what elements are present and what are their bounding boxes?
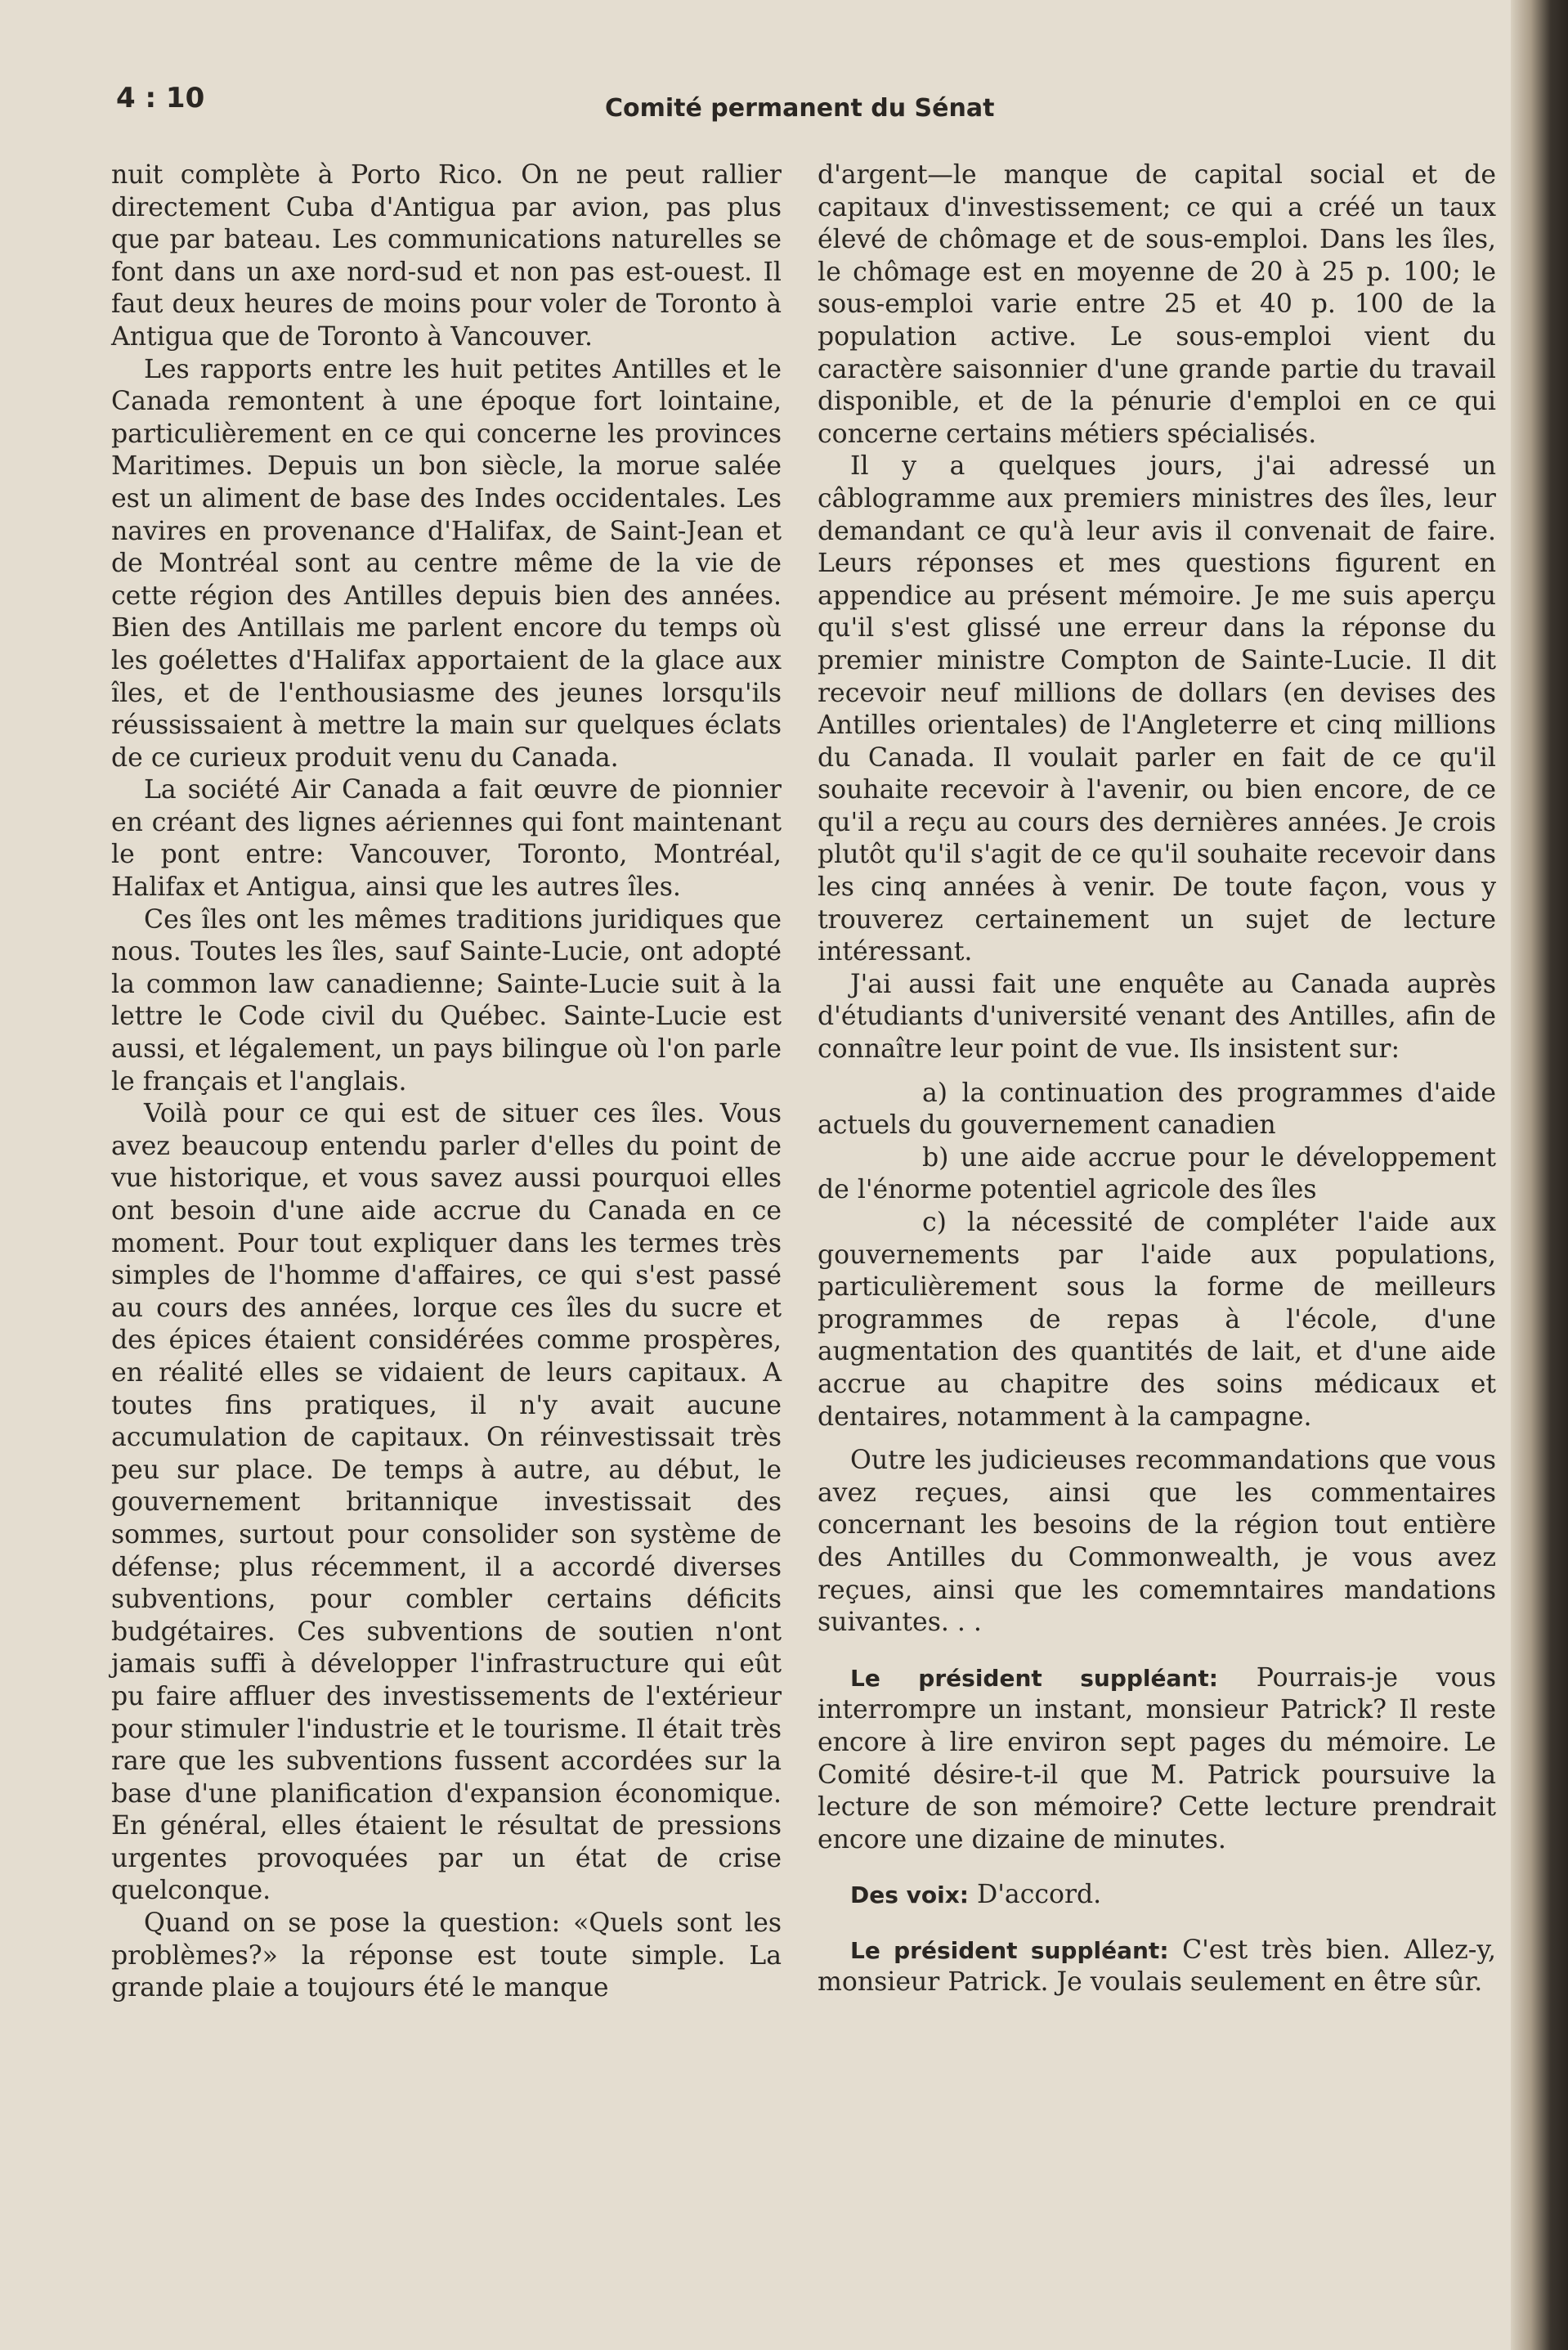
list-item: b) une aide accrue pour le développement de l'énorme potentiel agricole des îles <box>818 1142 1496 1205</box>
speaker-name: Le président suppléant: <box>850 1936 1169 1964</box>
paragraph: Quand on se pose la question: «Quels sont les problèmes?» la réponse est toute simple. La grande plaie a toujours été le manque <box>111 1908 782 2003</box>
paragraph: d'argent—le manque de capital social et de capitaux d'investissement; ce qui a créé un taux élevé de chômage et de sous-emploi. Dans les îles, le chômage est en moyenne de 20 à 25 p. 100; le sous-emploi varie entre 25 et 40 p. 100 de la population active. Le sous-emploi vient du caractère saisonnier d'une grande partie du travail disponible, et de la pénurie d'emploi en ce qui concerne certains métiers spécialisés. <box>818 160 1496 449</box>
paragraph: J'ai aussi fait une enquête au Canada auprès d'étudiants d'université venant des Antilles, afin de connaître leur point de vue. Ils insistent sur: <box>818 969 1496 1065</box>
paragraph: La société Air Canada a fait œuvre de pionnier en créant des lignes aériennes qui font maintenant le pont entre: Vancouver, Toronto, Montréal, Halifax et Antigua, ainsi que les autres îles. <box>111 775 782 903</box>
speech <box>818 1662 1496 1857</box>
running-title: Comité permanent du Sénat <box>605 94 995 123</box>
speech <box>818 1935 1496 1999</box>
speech-text: Pourrais-je vous interrompre un instant, monsieur Patrick? Il reste encore à lire environ sept pages du mémoire. Le Comité désire-t-il que M. Patrick poursuive la lecture de son mémoire? Cette lecture prendrait encore une dizaine de minutes. <box>818 1662 1497 1854</box>
paragraph: Les rapports entre les huit petites Antilles et le Canada remontent à une époque fort lointaine, particulièrement en ce qui concerne les provinces Maritimes. Depuis un bon siècle, la morue salée est un aliment de base des Indes occidentales. Les navires en provenance d'Halifax, de Saint-Jean et de Montréal sont au centre même de la vie de cette région des Antilles depuis bien des années. Bien des Antillais me parlent encore du temps où les goélettes d'Halifax apportaient de la glace aux îles, et de l'enthousiasme des jeunes lorsqu'ils réussissaient à mettre la main sur quelques éclats de ce curieux produit venu du Canada. <box>111 354 782 773</box>
paragraph: Voilà pour ce qui est de situer ces îles. Vous avez beaucoup entendu parler d'elles du point de vue historique, et vous savez aussi pourquoi elles ont besoin d'une aide accrue du Canada en ce moment. Pour tout expliquer dans les termes très simples de l'homme d'affaires, ce qui s'est passé au cours des années, lorque ces îles du sucre et des épices étaient considérées comme prospères, en réalité elles se vidaient de leurs capitaux. A toutes fins pratiques, il n'y avait aucune accumulation de capitaux. On réinvestissait très peu sur place. De temps à autre, au début, le gouvernement britannique investissait des sommes, surtout pour consolider son système de défense; plus récemment, il a accordé diverses subventions, pour combler certains déficits budgétaires. Ces subventions de soutien n'ont jamais suffi à développer l'infrastructure qui eût pu faire affluer des investissements de l'extérieur pour stimuler l'industrie et le tourisme. Il était très rare que les subventions fussent accordées sur la base d'une planification d'expansion économique. En général, elles étaient le résultat de pressions urgentes provoquées par un état de crise quelconque. <box>111 1099 782 1906</box>
speech-text: C'est très bien. Allez-y, monsieur Patrick. Je voulais seulement en être sûr. <box>818 1935 1497 1998</box>
speaker-name: Le président suppléant: <box>850 1664 1218 1692</box>
list-item: a) la continuation des programmes d'aide actuels du gouvernement canadien <box>818 1078 1496 1141</box>
book-binding-shadow <box>1511 0 1568 2350</box>
right-column <box>818 159 1496 1999</box>
paragraph: nuit complète à Porto Rico. On ne peut rallier directement Cuba d'Antigua par avion, pas plus que par bateau. Les communications naturelles se font dans un axe nord-sud et non pas est-ouest. Il faut deux heures de moins pour voler de Toronto à Antigua que de Toronto à Vancouver. <box>111 160 782 352</box>
speaker-name: Des voix: <box>850 1881 969 1909</box>
speech-text: D'accord. <box>977 1880 1102 1910</box>
list-item: c) la nécessité de compléter l'aide aux gouvernements par l'aide aux populations, particulièrement sous la forme de meilleurs programmes de repas à l'école, d'une augmentation des quantités de lait, et d'une aide accrue au chapitre des soins médicaux et dentaires, notamment à la campagne. <box>818 1208 1496 1432</box>
paragraph: Ces îles ont les mêmes traditions juridiques que nous. Toutes les îles, sauf Sainte-Lucie, ont adopté la common law canadienne; Sainte-Lucie suit à la lettre le Code civil du Québec. Sainte-Lucie est aussi, et légalement, un pays bilingue où l'on parle le français et l'anglais. <box>111 904 782 1097</box>
paragraph: Outre les judicieuses recommandations que vous avez reçues, ainsi que les commentaires concernant les besoins de la région tout entière des Antilles du Commonwealth, je vous avez reçues, ainsi que les comemntaires mandations suivantes. . . <box>818 1446 1496 1638</box>
paragraph: Il y a quelques jours, j'ai adressé un câblogramme aux premiers ministres des îles, leur demandant ce qu'à leur avis il convenait de faire. Leurs réponses et mes questions figurent en appendice au présent mémoire. Je me suis aperçu qu'il s'est glissé une erreur dans la réponse du premier ministre Compton de Sainte-Lucie. Il dit recevoir neuf millions de dollars (en devises des Antilles orientales) de l'Angleterre et cinq millions du Canada. Il voulait parler en fait de ce qu'il souhaite recevoir à l'avenir, ou bien encore, de ce qu'il a reçu au cours des dernières années. Je crois plutôt qu'il s'agit de ce qu'il souhaite recevoir dans les cinq années à venir. De toute façon, vous y trouverez certainement un sujet de lecture intéressant. <box>818 451 1496 967</box>
speech <box>818 1879 1496 1912</box>
page-number: 4 : 10 <box>116 82 205 114</box>
left-column <box>111 159 782 2005</box>
